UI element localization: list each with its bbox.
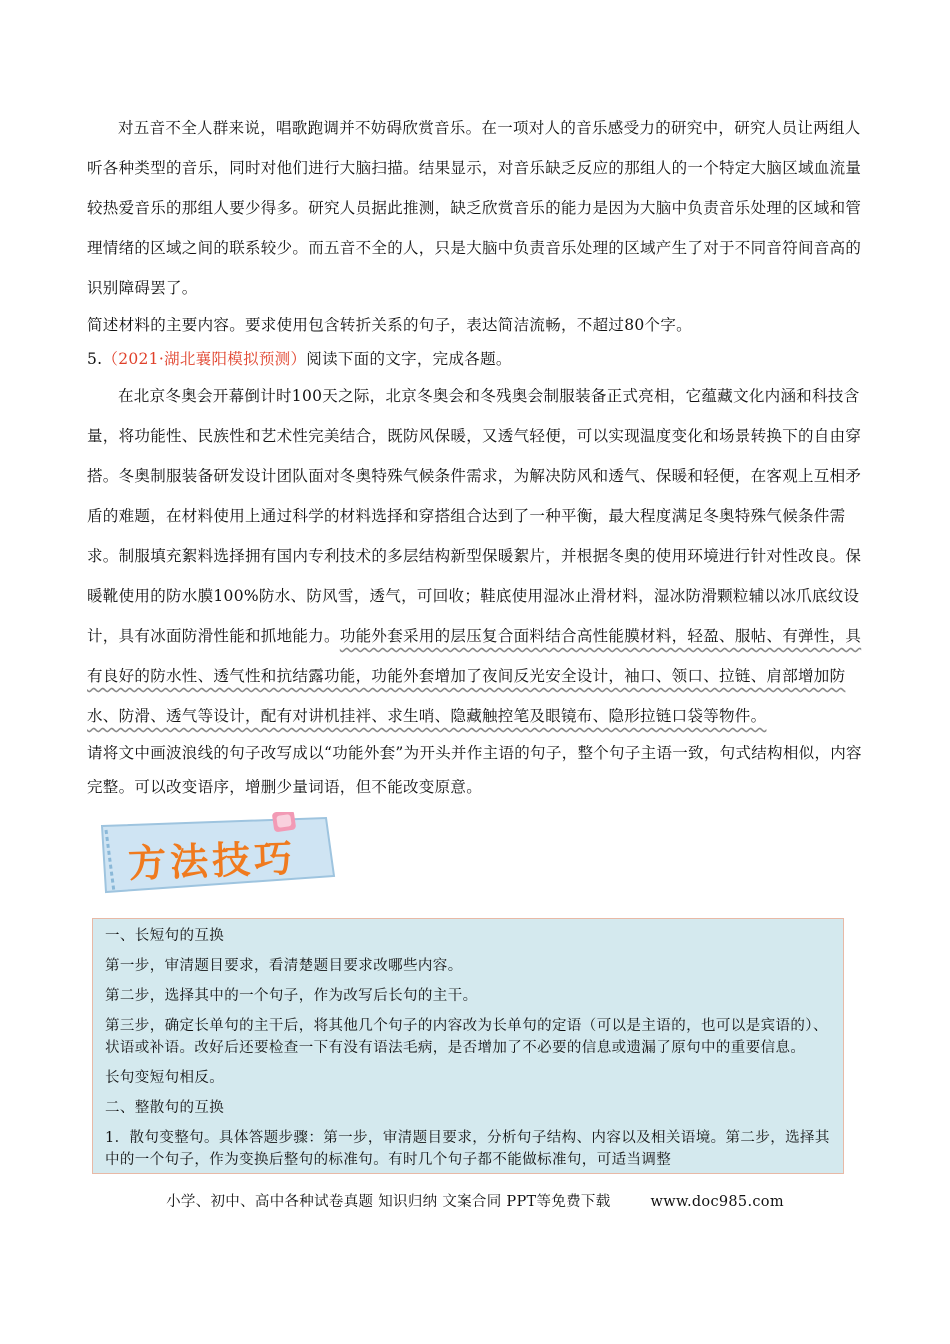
question-5-passage	[87, 376, 862, 736]
tips-line: 一、长短句的互换	[105, 928, 225, 944]
question-number: 5.	[87, 350, 103, 368]
passage-plain-text: 在北京冬奥会开幕倒计时100天之际，北京冬奥会和冬残奥会制服装备正式亮相，它蕴藏文化内涵和科技含量，将功能性、民族性和艺术性完美结合，既防风保暖，又透气轻便，可以实现温度变化和场景转换下的自由穿搭。冬奥制服装备研发设计团队面对冬奥特殊气候条件需求，为解决防风和透气、保暖和轻便，在客观上互相矛盾的难题，在材料使用上通过科学的材料选择和穿搭组合达到了一种平衡，最大程度满足冬奥特殊气候条件需求。制服填充絮料选择拥有国内专利技术的多层结构新型保暖絮片，并根据冬奥的使用环境进行针对性改良。保暖靴使用的防水膜100%防水、防风雪，透气，可回收；鞋底使用湿冰止滑材料，湿冰防滑颗粒辅以冰爪底纹设计，具有冰面防滑性能和抓地能力。	[87, 387, 862, 645]
question-5-header	[87, 342, 862, 376]
tips-line: 第一步，审清题目要求，看清楚题目要求改哪些内容。	[105, 958, 463, 974]
question-source-tag: （2021·湖北襄阳模拟预测）	[102, 350, 307, 368]
tips-line: 1．散句变整句。具体答题步骤：第一步，审清题目要求，分析句子结构、内容以及相关语境。第二步，选择其中的一个句子，作为变换后整句的标准句。有时几个句子都不能做标准句，可适当调整	[105, 1130, 830, 1168]
method-tips-box	[92, 918, 844, 1174]
banner-title: 方法技巧	[127, 836, 297, 886]
intro-paragraph: 对五音不全人群来说，唱歌跑调并不妨碍欣赏音乐。在一项对人的音乐感受力的研究中，研究人员让两组人听各种类型的音乐，同时对他们进行大脑扫描。结果显示，对音乐缺乏反应的那组人的一个特定大脑区域血流量较热爱音乐的那组人要少得多。研究人员据此推测，缺乏欣赏音乐的能力是因为大脑中负责音乐处理的区域和管理情绪的区域之间的联系较少。而五音不全的人，只是大脑中负责音乐处理的区域产生了对于不同音符间音高的识别障碍罢了。	[87, 119, 862, 297]
passage-wavy-sentence: 功能外套采用的层压复合面料结合高性能膜材料，轻盈、服帖、有弹性，具有良好的防水性、透气性和抗结露功能，功能外套增加了夜间反光安全设计，袖口、领口、拉链、肩部增加防水、防滑、透气等设计，配有对讲机挂袢、求生哨、隐藏触控笔及眼镜布、隐形拉链口袋等物件。	[87, 627, 862, 725]
page-footer	[0, 1190, 950, 1211]
footer-url-link[interactable]: www.doc985.com	[650, 1194, 784, 1210]
method-tips-banner	[88, 812, 348, 898]
document-body	[87, 108, 862, 804]
tips-line: 第二步，选择其中的一个句子，作为改写后长句的主干。	[105, 988, 478, 1004]
tips-line: 长句变短句相反。	[105, 1070, 225, 1086]
footer-text: 小学、初中、高中各种试卷真题 知识归纳 文案合同 PPT等免费下载	[166, 1194, 611, 1210]
tips-line: 第三步，确定长单句的主干后，将其他几个句子的内容改为长单句的定语（可以是主语的，也可以是宾语的）、状语或补语。改好后还要检查一下有没有语法毛病，是否增加了不必要的信息或遗漏了原句中的重要信息。	[105, 1018, 828, 1056]
question-5-prompt: 请将文中画波浪线的句子改写成以“功能外套”为开头并作主语的句子，整个句子主语一致，句式结构相似，内容完整。可以改变语序，增删少量词语，但不能改变原意。	[87, 744, 862, 796]
question-instruction: 阅读下面的文字，完成各题。	[306, 350, 512, 368]
tips-line: 二、整散句的互换	[105, 1100, 225, 1116]
intro-question: 简述材料的主要内容。要求使用包含转折关系的句子，表达简洁流畅，不超过80个字。	[87, 316, 692, 334]
